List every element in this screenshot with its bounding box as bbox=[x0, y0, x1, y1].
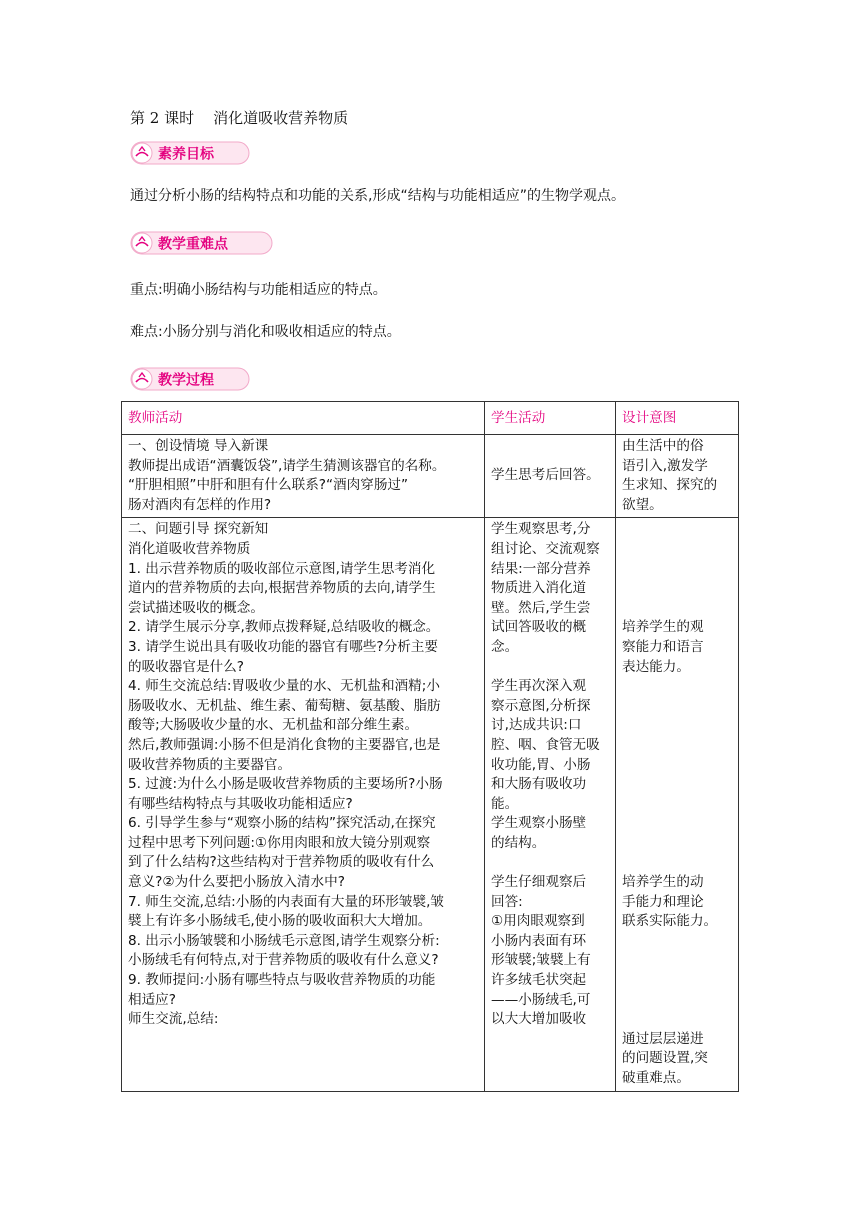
cell-line: 许多绒毛状突起 bbox=[491, 972, 587, 989]
cell-line: 学生观察小肠壁 bbox=[491, 815, 587, 832]
difficult-point-text: 难点:小肠分别与消化和吸收相适应的特点。 bbox=[130, 324, 401, 340]
cell-line bbox=[622, 951, 732, 971]
cell-line bbox=[622, 834, 732, 854]
cell-line: 3. 请学生说出具有吸收功能的器官有哪些?分析主要 bbox=[128, 638, 438, 655]
cell-line bbox=[622, 814, 732, 834]
lesson-title: 第 2 课时 消化道吸收营养物质 bbox=[130, 109, 349, 127]
cell-line: 教师提出成语“酒囊饭袋”,请学生猜测该器官的名称。 bbox=[128, 457, 446, 474]
cell-line: 生求知、探究的 bbox=[622, 477, 718, 494]
cell-line: 6. 引导学生参与“观察小肠的结构”探究活动,在探究 bbox=[128, 815, 436, 832]
cell-line: 能。 bbox=[491, 795, 519, 812]
row1-student-cell bbox=[485, 435, 616, 518]
table-row bbox=[122, 435, 739, 518]
cell-line bbox=[622, 1010, 732, 1030]
cell-line: 和大肠有吸收功 bbox=[491, 776, 587, 793]
cell-line bbox=[622, 579, 732, 599]
cell-line: 9. 教师提问:小肠有哪些特点与吸收营养物质的功能 bbox=[128, 972, 436, 989]
cell-line: 5. 过渡:为什么小肠是吸收营养物质的主要场所?小肠 bbox=[128, 776, 443, 793]
cell-line: 8. 出示小肠皱襞和小肠绒毛示意图,请学生观察分析: bbox=[128, 932, 440, 949]
cell-line: 腔、咽、食管无吸 bbox=[491, 736, 600, 753]
cell-line: 培养学生的观 bbox=[622, 619, 704, 636]
cell-line: 结果:一部分营养 bbox=[491, 560, 591, 577]
cell-line: 师生交流,总结: bbox=[128, 1011, 219, 1028]
cell-line: 组讨论、交流观察 bbox=[491, 540, 600, 557]
badge-key-points-label: 教学重难点 bbox=[158, 236, 228, 253]
cell-line: 一、创设情境 导入新课 bbox=[128, 438, 269, 454]
cell-line bbox=[622, 599, 732, 619]
section-badge-goals bbox=[130, 140, 252, 164]
cell-line: 过程中思考下列问题:①你用肉眼和放大镜分别观察 bbox=[128, 834, 431, 851]
cell-line: 吸收营养物质的主要器官。 bbox=[128, 756, 292, 773]
cell-line bbox=[622, 775, 732, 795]
key-point-text: 重点:明确小肠结构与功能相适应的特点。 bbox=[130, 282, 387, 298]
cell-line: 1. 出示营养物质的吸收部位示意图,请学生思考消化 bbox=[128, 560, 436, 577]
cell-line bbox=[622, 677, 732, 697]
row2-design-cell bbox=[616, 518, 739, 1091]
cell-line: 表达能力。 bbox=[622, 658, 690, 675]
header-design-intent: 设计意图 bbox=[616, 402, 739, 435]
cell-line: 学生思考后回答。 bbox=[491, 467, 600, 484]
cell-line: 小肠内表面有环 bbox=[491, 932, 587, 949]
cell-line: 二、问题引导 探究新知 bbox=[128, 521, 269, 538]
cell-line bbox=[622, 520, 732, 540]
row2-student-cell bbox=[485, 518, 616, 1091]
cell-line bbox=[622, 560, 732, 580]
cell-line: “肝胆相照”中肝和胆有什么联系?“酒肉穿肠过” bbox=[128, 477, 409, 494]
badge-graphic bbox=[130, 140, 252, 166]
cell-line bbox=[622, 716, 732, 736]
cell-line bbox=[622, 756, 732, 776]
cell-line: 有哪些结构特点与其吸收功能相适应? bbox=[128, 795, 353, 812]
teaching-process-table bbox=[121, 401, 739, 1092]
cell-line: 肠吸收水、无机盐、维生素、葡萄糖、氨基酸、脂肪 bbox=[128, 697, 441, 714]
cell-line: 消化道吸收营养物质 bbox=[128, 540, 251, 557]
cell-line: 学生观察思考,分 bbox=[491, 521, 591, 538]
cell-line: 通过层层递进 bbox=[622, 1030, 704, 1047]
cell-line: 7. 师生交流,总结:小肠的内表面有大量的环形皱襞,皱 bbox=[128, 893, 444, 910]
cell-line: 欲望。 bbox=[622, 496, 663, 513]
cell-line: 培养学生的动 bbox=[622, 874, 704, 891]
row1-teacher-cell bbox=[122, 435, 485, 518]
cell-line: 学生再次深入观 bbox=[491, 678, 587, 695]
badge-process-label: 教学过程 bbox=[158, 372, 214, 389]
cell-line bbox=[622, 736, 732, 756]
cell-line: 的问题设置,突 bbox=[622, 1050, 708, 1067]
cell-line bbox=[491, 853, 609, 873]
cell-line bbox=[622, 971, 732, 991]
cell-line bbox=[622, 540, 732, 560]
cell-line bbox=[622, 932, 732, 952]
cell-line: 破重难点。 bbox=[622, 1070, 690, 1086]
cell-line: 酸等;大肠吸收少量的水、无机盐和部分维生素。 bbox=[128, 717, 419, 734]
cell-line: 道内的营养物质的去向,根据营养物质的去向,请学生 bbox=[128, 580, 436, 597]
cell-line: ①用肉眼观察到 bbox=[491, 913, 585, 930]
cell-line: 讨,达成共识:口 bbox=[491, 717, 582, 734]
cell-line bbox=[491, 658, 609, 678]
header-teacher-activity: 教师活动 bbox=[122, 402, 485, 435]
cell-line bbox=[622, 795, 732, 815]
section-badge-process bbox=[130, 366, 252, 390]
cell-line: ——小肠绒毛,可 bbox=[491, 991, 591, 1008]
badge-goals-label: 素养目标 bbox=[158, 146, 214, 163]
cell-line: 襞上有许多小肠绒毛,使小肠的吸收面积大大增加。 bbox=[128, 913, 432, 930]
cell-line: 肠对酒肉有怎样的作用? bbox=[128, 496, 272, 513]
section-badge-key-points bbox=[130, 230, 275, 254]
cell-line bbox=[622, 697, 732, 717]
cell-line: 4. 师生交流总结:胃吸收少量的水、无机盐和酒精;小 bbox=[128, 678, 440, 695]
cell-line: 察能力和语言 bbox=[622, 638, 704, 655]
table-row bbox=[122, 518, 739, 1091]
header-student-activity: 学生活动 bbox=[485, 402, 616, 435]
cell-line: 意义?②为什么要把小肠放入清水中? bbox=[128, 874, 345, 891]
cell-line: 学生仔细观察后 bbox=[491, 874, 587, 891]
cell-line: 手能力和理论 bbox=[622, 893, 704, 910]
cell-line: 相适应? bbox=[128, 991, 176, 1008]
cell-line: 2. 请学生展示分享,教师点拨释疑,总结吸收的概念。 bbox=[128, 619, 440, 636]
badge-graphic bbox=[130, 366, 252, 392]
cell-line: 物质进入消化道 bbox=[491, 580, 587, 597]
cell-line: 以大大增加吸收 bbox=[491, 1011, 587, 1028]
cell-line: 收功能,胃、小肠 bbox=[491, 756, 591, 773]
row2-teacher-cell bbox=[122, 518, 485, 1091]
cell-line: 的吸收器官是什么? bbox=[128, 658, 244, 675]
goal-text: 通过分析小肠的结构特点和功能的关系,形成“结构与功能相适应”的生物学观点。 bbox=[130, 188, 625, 204]
badge-graphic bbox=[130, 230, 275, 256]
cell-line: 尝试描述吸收的概念。 bbox=[128, 599, 264, 616]
cell-line bbox=[622, 853, 732, 873]
cell-line: 壁。然后,学生尝 bbox=[491, 599, 591, 616]
row1-design-cell bbox=[616, 435, 739, 518]
cell-line: 由生活中的俗 bbox=[622, 438, 704, 454]
cell-line: 形皱襞;皱襞上有 bbox=[491, 952, 591, 969]
cell-line: 联系实际能力。 bbox=[622, 913, 718, 930]
cell-line bbox=[622, 991, 732, 1011]
cell-line: 试回答吸收的概 bbox=[491, 619, 587, 636]
cell-line: 的结构。 bbox=[491, 834, 546, 851]
cell-line: 小肠绒毛有何特点,对于营养物质的吸收有什么意义? bbox=[128, 952, 439, 969]
cell-line: 然后,教师强调:小肠不但是消化食物的主要器官,也是 bbox=[128, 736, 441, 753]
cell-line: 察示意图,分析探 bbox=[491, 697, 591, 714]
table-header-row bbox=[122, 402, 739, 435]
cell-line: 到了什么结构?这些结构对于营养物质的吸收有什么 bbox=[128, 854, 435, 871]
cell-line: 回答: bbox=[491, 893, 523, 910]
cell-line: 念。 bbox=[491, 638, 519, 655]
cell-line: 语引入,激发学 bbox=[622, 457, 708, 474]
